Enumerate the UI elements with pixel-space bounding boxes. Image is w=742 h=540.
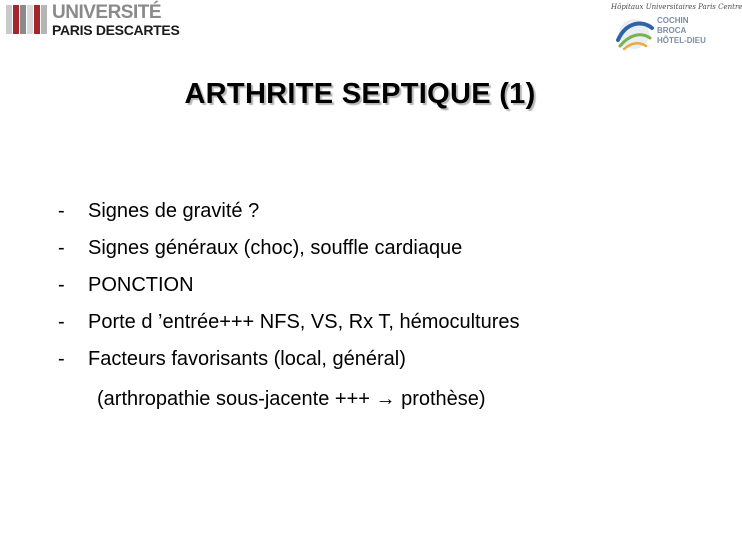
bullet-item — [58, 196, 520, 233]
bullet-text: PONCTION — [88, 274, 194, 296]
hospital-site-broca: BROCA — [657, 26, 687, 35]
bullet-dash: - — [58, 274, 65, 296]
bullet-dash: - — [58, 311, 65, 333]
hospital-tagline: Hôpitaux Universitaires Paris Centre — [611, 3, 742, 11]
university-logo — [4, 2, 180, 38]
hospital-swoosh-icon — [612, 16, 656, 52]
bullet-item — [58, 270, 520, 307]
bullet-text: Facteurs favorisants (local, général) — [88, 348, 406, 370]
bullet-text: Porte d ’entrée+++ NFS, VS, Rx T, hémocultures — [88, 311, 520, 333]
bullet-text: Signes généraux (choc), souffle cardiaque — [88, 237, 463, 259]
university-name-line2: PARIS DESCARTES — [52, 22, 180, 38]
bullet-continuation — [97, 384, 486, 414]
continuation-text-after: prothèse) — [401, 388, 486, 410]
hospital-logo — [604, 0, 742, 54]
right-arrow-icon: → — [375, 388, 396, 410]
university-name-line1: UNIVERSITÉ — [52, 2, 162, 23]
bullet-dash: - — [58, 348, 65, 370]
bullet-list — [58, 196, 520, 381]
slide-title: ARTHRITE SEPTIQUE (1) — [184, 78, 536, 110]
bullet-item — [58, 344, 520, 381]
bullet-dash: - — [58, 237, 65, 259]
bullet-item — [58, 307, 520, 344]
hospital-site-cochin: COCHIN — [657, 16, 689, 25]
bullet-text: Signes de gravité ? — [88, 200, 260, 222]
continuation-text-before: (arthropathie sous-jacente +++ — [97, 388, 370, 410]
bullet-item — [58, 233, 520, 270]
bullet-dash: - — [58, 200, 65, 222]
hospital-site-hotel-dieu: HÔTEL-DIEU — [657, 36, 706, 45]
university-emblem-icon — [4, 3, 50, 36]
